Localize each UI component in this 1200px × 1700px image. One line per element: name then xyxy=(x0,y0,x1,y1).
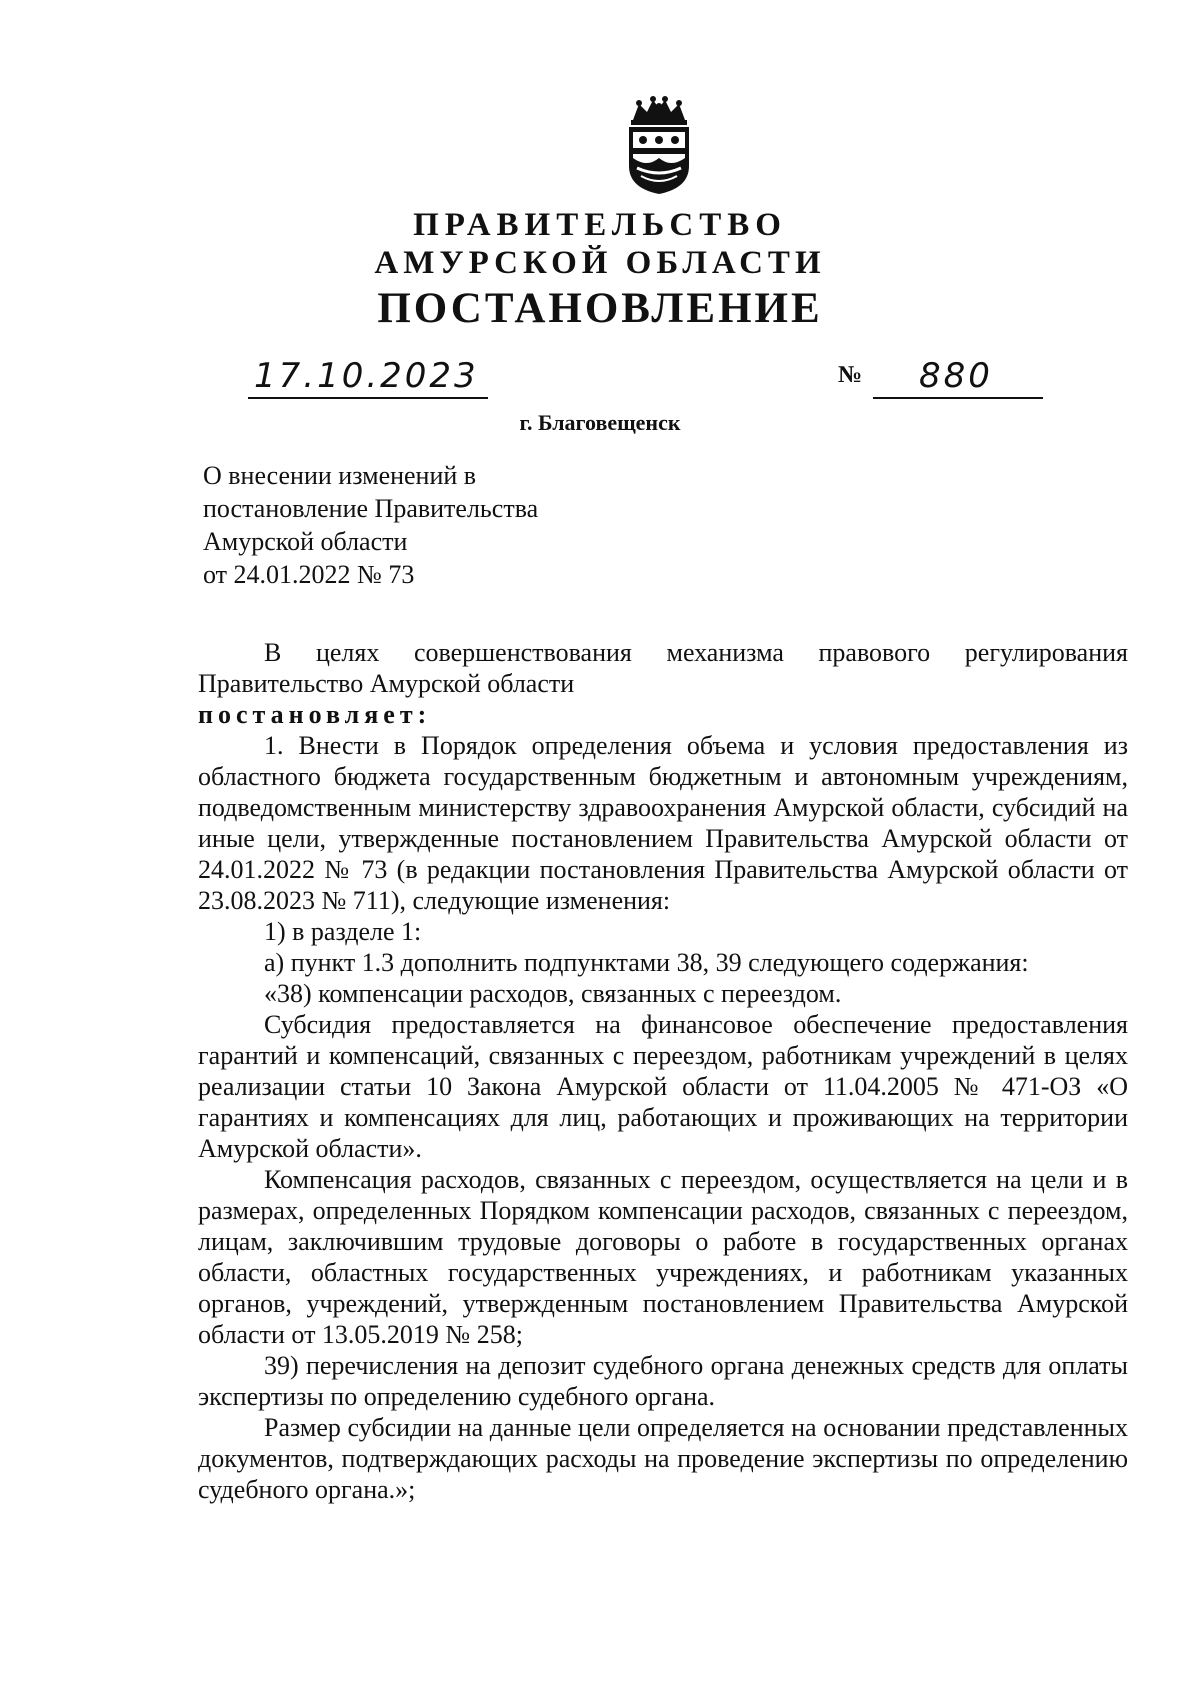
body-paragraph: Компенсация расходов, связанных с переездом, осуществляется на цели и в размерах, определенных Порядком компенсации расходов, связанных с переездом, лицам, заключившим трудовые договоры о работе в государственных органах области, областных государственных учреждениях, и работникам указанных органов, учреждений, утвержденным постановлением Правительства Амурской области от 13.05.2019 № 258; xyxy=(198,1165,1128,1349)
date-field xyxy=(248,355,488,399)
body-paragraph: Субсидия предоставляется на финансовое обеспечение предоставления гарантий и компенсаций, связанных с переездом, работникам учреждений в целях реализации статьи 10 Закона Амурской области от 11.04.2005 № 471-ОЗ «О гарантиях и компенсациях для лиц, работающих и проживающих на территории Амурской области». xyxy=(198,1010,1128,1163)
document-body xyxy=(198,637,1128,1505)
handwritten-date: 17.10.2023 xyxy=(254,356,479,396)
document-type: ПОСТАНОВЛЕНИЕ xyxy=(377,285,823,332)
handwritten-number: 880 xyxy=(919,356,993,396)
org-name-line2: АМУРСКОЙ ОБЛАСТИ xyxy=(374,245,826,281)
number-field xyxy=(873,355,1043,399)
org-name-line1: ПРАВИТЕЛЬСТВО xyxy=(413,207,787,243)
decree-word: постановляет: xyxy=(198,700,432,729)
subject-line: от 24.01.2022 № 73 xyxy=(203,560,415,589)
body-paragraph: «38) компенсации расходов, связанных с переездом. xyxy=(264,979,842,1008)
body-paragraph: Размер субсидии на данные цели определяется на основании представленных документов, подтверждающих расходы на проведение экспертизы по определению судебного органа.»; xyxy=(198,1413,1128,1504)
subject-line: Амурской области xyxy=(203,527,408,556)
subject-line: О внесении изменений в xyxy=(203,461,477,490)
subject-line: постановление Правительства xyxy=(203,494,539,523)
preamble: В целях совершенствования механизма правового регулирования Правительство Амурской области xyxy=(198,638,1128,698)
coat-of-arms-icon xyxy=(619,96,699,196)
body-paragraph: 1) в разделе 1: xyxy=(264,917,422,946)
city: г. Благовещенск xyxy=(519,410,681,435)
body-paragraph: 39) перечисления на депозит судебного органа денежных средств для оплаты экспертизы по определению судебного органа. xyxy=(198,1351,1128,1411)
document-subject xyxy=(203,459,663,591)
body-paragraph: а) пункт 1.3 дополнить подпунктами 38, 39 следующего содержания: xyxy=(264,948,1029,977)
number-label: № xyxy=(838,362,863,388)
body-paragraph: 1. Внести в Порядок определения объема и условия предоставления из областного бюджета государственным бюджетным и автономным учреждениям, подведомственным министерству здравоохранения Амурской области, субсидий на иные цели, утвержденные постановлением Правительства Амурской области от 24.01.2022 № 73 (в редакции постановления Правительства Амурской области от 23.08.2023 № 711), следующие изменения: xyxy=(198,731,1128,915)
